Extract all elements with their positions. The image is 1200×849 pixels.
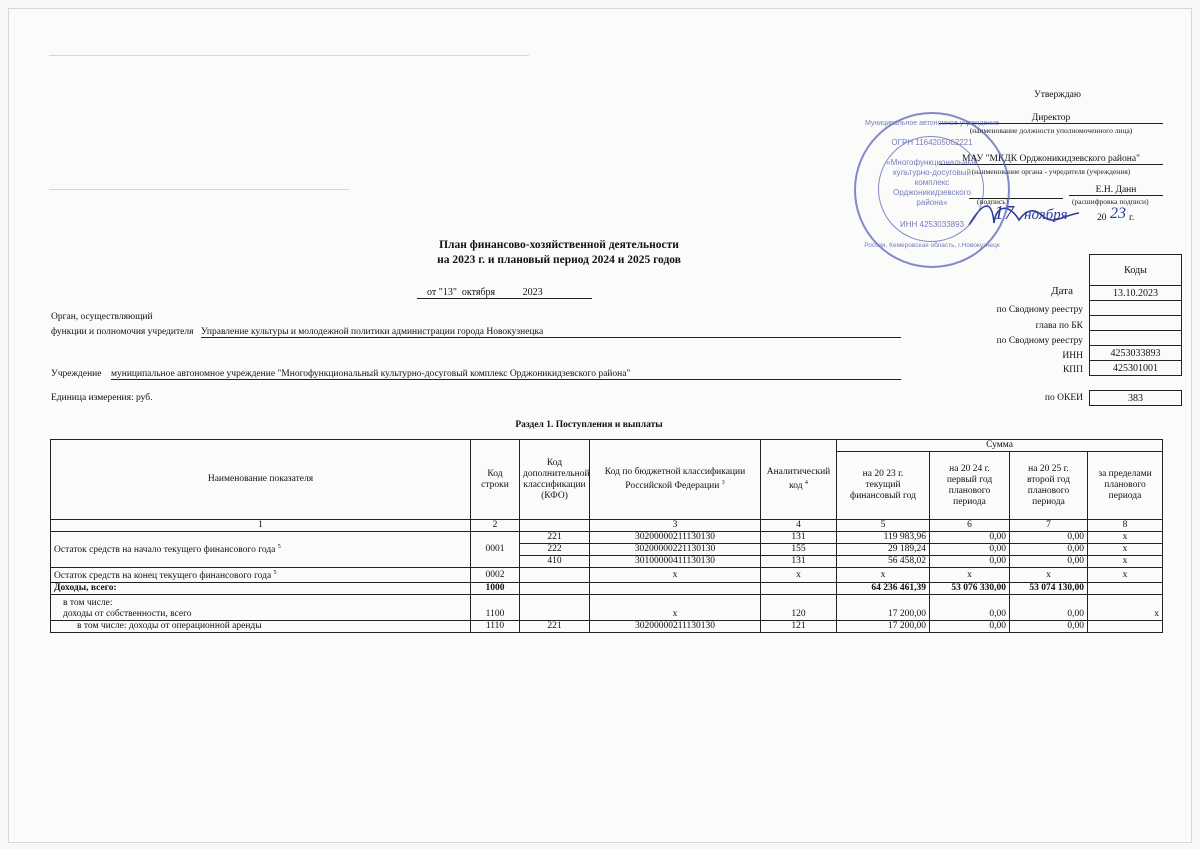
- code-inn-value: 4253033893: [1090, 346, 1182, 361]
- cell-year3: 0,00: [1010, 556, 1088, 568]
- cell-year3: 0,00: [1010, 544, 1088, 556]
- code-okei-value: 383: [1090, 391, 1182, 406]
- cell-analytic: x: [761, 568, 837, 583]
- header-year3-b: второй год планового периода: [1027, 474, 1070, 507]
- year-prefix: 20: [1097, 213, 1107, 223]
- header-year1-a: на 20 23 г.: [862, 469, 904, 479]
- start-balance-label: [51, 532, 471, 568]
- document-date: от "13" октября 2023: [417, 287, 592, 299]
- cell-beyond: x: [1088, 532, 1163, 544]
- cell-beyond: x: [1088, 568, 1163, 583]
- document-title-line2: на 2023 г. и плановый период 2024 и 2025 годов: [437, 254, 681, 266]
- cell-analytic: 120: [761, 595, 837, 621]
- stamp-inn: ИНН 4253033893: [899, 220, 965, 229]
- cell-year3: 53 074 130,00: [1010, 583, 1088, 595]
- stamp-center-2: культурно-досуговый: [892, 168, 972, 177]
- table-row: [51, 568, 1163, 583]
- cell-year1: 64 236 461,39: [837, 583, 930, 595]
- cell-analytic: 131: [761, 556, 837, 568]
- table-row: [51, 532, 1163, 544]
- organ-value: Управление культуры и молодежной политики администрации города Новокузнецка: [201, 327, 901, 338]
- cell-kbk: 30200000211130130: [590, 532, 761, 544]
- cell-kfo: 222: [520, 544, 590, 556]
- stamp-center-3: комплекс: [914, 178, 950, 187]
- stamp-region: Россия, Кемеровская область, г.Новокузнецк: [864, 242, 1000, 249]
- cell-kfo: [520, 568, 590, 583]
- signature-caption: (подпись): [977, 197, 1009, 206]
- column-number-row: [51, 520, 1163, 532]
- cell-year2: 0,00: [930, 556, 1010, 568]
- cell-analytic: 121: [761, 621, 837, 633]
- col-number: 1: [51, 520, 471, 532]
- start-balance-note: 5: [277, 544, 281, 551]
- cell-beyond: [1088, 583, 1163, 595]
- col-number: 3: [590, 520, 761, 532]
- header-analytic-text: Аналитический код: [766, 466, 831, 492]
- cell-kfo: [520, 595, 590, 621]
- stamp-center-4: Орджоникидзевского: [893, 188, 971, 197]
- header-kbk-note: 3: [721, 479, 725, 486]
- cell-year3: x: [1010, 568, 1088, 583]
- code-kpp-value: 425301001: [1090, 361, 1182, 376]
- cell-year2: 0,00: [930, 595, 1010, 621]
- header-analytic: [761, 440, 837, 520]
- cell-year2: 0,00: [930, 532, 1010, 544]
- cell-kbk: 30100000411130130: [590, 556, 761, 568]
- header-year1: [837, 452, 930, 520]
- cell-kbk: x: [590, 595, 761, 621]
- table-row: [51, 583, 1163, 595]
- code-date-value: 13.10.2023: [1090, 286, 1182, 301]
- cell-year2: 53 076 330,00: [930, 583, 1010, 595]
- finance-table: [50, 439, 1163, 633]
- header-year3-a: на 20 25 г.: [1028, 463, 1069, 474]
- end-balance-code: 0002: [471, 568, 520, 583]
- header-year2-a: на 20 24 г.: [949, 463, 990, 474]
- code-svod-label: по Сводному реестру: [996, 305, 1083, 315]
- document-page: [8, 8, 1192, 843]
- organ-label-2: функции и полномочия учредителя: [51, 327, 194, 337]
- col-number: 4: [761, 520, 837, 532]
- col-number: 7: [1010, 520, 1088, 532]
- code-okei-label: по ОКЕИ: [1044, 393, 1083, 403]
- code-inn-label: ИНН: [1062, 351, 1083, 361]
- cell-year1: 119 983,96: [837, 532, 930, 544]
- handwritten-date-month: ноября: [1024, 207, 1068, 223]
- col-number-empty: [520, 520, 590, 532]
- cell-kfo: 410: [520, 556, 590, 568]
- cell-year2: x: [930, 568, 1010, 583]
- cell-year1: 17 200,00: [837, 595, 930, 621]
- approver-name: Е.Н. Данн: [1069, 185, 1163, 196]
- cell-year1: 56 458,02: [837, 556, 930, 568]
- cell-kfo: 221: [520, 621, 590, 633]
- cell-year1: 29 189,24: [837, 544, 930, 556]
- stamp-outer-text: Муниципальное автономное учреждение: [865, 120, 999, 127]
- col-number: 2: [471, 520, 520, 532]
- document-title-line1: План финансово-хозяйственной деятельности: [439, 239, 679, 251]
- cell-kbk: x: [590, 568, 761, 583]
- code-svod-value: [1090, 301, 1182, 316]
- cell-beyond: [1088, 621, 1163, 633]
- lease-income-label: в том числе: доходы от операционной аренды: [51, 621, 471, 633]
- own-income-label-2: доходы от собственности, всего: [63, 609, 192, 620]
- cell-kbk: [590, 583, 761, 595]
- codes-header: Коды: [1090, 255, 1182, 286]
- header-row-code: Код строки: [471, 440, 520, 520]
- approver-position-caption: (наименование должности уполномоченного лица): [969, 126, 1133, 135]
- own-income-label-1: в том числе:: [63, 598, 113, 609]
- approver-org-caption: (наименование органа - учредителя (учреждения): [971, 167, 1131, 176]
- end-balance-note: 5: [273, 570, 277, 576]
- approver-position: Директор: [939, 113, 1163, 124]
- header-sum: Сумма: [837, 440, 1163, 452]
- handwritten-date-day: 17: [994, 202, 1014, 224]
- code-svod2-value: [1090, 331, 1182, 346]
- code-kpp-label: КПП: [1062, 365, 1083, 375]
- cell-year2: 0,00: [930, 621, 1010, 633]
- cell-beyond: x: [1088, 544, 1163, 556]
- cell-beyond: x: [1088, 556, 1163, 568]
- col-number: 5: [837, 520, 930, 532]
- code-glava-value: [1090, 316, 1182, 331]
- code-svod2-label: по Сводному реестру: [996, 336, 1083, 346]
- cell-year3: 0,00: [1010, 621, 1088, 633]
- stamp-ogrn: ОГРН 1164205062221: [891, 138, 973, 147]
- lease-income-code: 1110: [471, 621, 520, 633]
- header-beyond: за пределами планового периода: [1088, 452, 1163, 520]
- cell-year2: 0,00: [930, 544, 1010, 556]
- cell-analytic: [761, 583, 837, 595]
- cell-year1: x: [837, 568, 930, 583]
- header-kbk: [590, 440, 761, 520]
- header-analytic-note: 4: [804, 479, 808, 486]
- header-kfo: Код дополнительной классификации (КФО): [520, 440, 590, 520]
- stamp-center-5: района»: [916, 198, 948, 207]
- income-total-code: 1000: [471, 583, 520, 595]
- year-handwritten: 23: [1110, 205, 1126, 222]
- cell-analytic: 155: [761, 544, 837, 556]
- cell-kfo: 221: [520, 532, 590, 544]
- code-date-label: Дата: [1051, 285, 1073, 297]
- own-income-label: [51, 595, 471, 621]
- approver-org: МАУ "МКДК Орджоникидзевского района": [939, 154, 1163, 165]
- header-kbk-text: Код по бюджетной классификации Российской Федерации: [604, 466, 746, 492]
- name-caption: (расшифровка подписи): [1072, 197, 1149, 206]
- code-glava-label: глава по БК: [1035, 321, 1083, 331]
- organ-label-1: Орган, осуществляющий: [51, 312, 153, 322]
- col-number: 6: [930, 520, 1010, 532]
- header-year2-b: первый год планового периода: [946, 474, 993, 507]
- cell-analytic: 131: [761, 532, 837, 544]
- header-year2: [930, 452, 1010, 520]
- start-balance-text: Остаток средств на начало текущего финансового года: [54, 545, 276, 556]
- approve-label: Утверждаю: [1034, 90, 1081, 100]
- end-balance-label: [51, 568, 471, 583]
- cell-kfo: [520, 583, 590, 595]
- header-year3: [1010, 452, 1088, 520]
- table-row: [51, 621, 1163, 633]
- income-total-label: Доходы, всего:: [51, 583, 471, 595]
- institution-label: Учреждение: [51, 369, 102, 379]
- start-balance-code: 0001: [471, 532, 520, 568]
- unit-label: Единица измерения: руб.: [51, 393, 153, 403]
- institution-value: муниципальное автономное учреждение "Многофункциональный культурно-досуговый комплекс Орджоникидзевского района": [111, 369, 901, 380]
- cell-year1: 17 200,00: [837, 621, 930, 633]
- cell-beyond: x: [1088, 595, 1163, 621]
- cell-year3: 0,00: [1010, 595, 1088, 621]
- cell-kbk: 30200000211130130: [590, 621, 761, 633]
- end-balance-text: Остаток средств на конец текущего финансового года: [54, 571, 272, 582]
- scan-artifact: [49, 189, 349, 190]
- cell-kbk: 30200000221130130: [590, 544, 761, 556]
- own-income-code: 1100: [471, 595, 520, 621]
- stamp-center-1: «Многофункциональный: [886, 158, 978, 167]
- scan-artifact: [49, 55, 529, 56]
- header-year1-b: текущий финансовый год: [850, 480, 916, 501]
- official-stamp: [854, 112, 1010, 268]
- col-number: 8: [1088, 520, 1163, 532]
- codes-table: [1089, 254, 1182, 406]
- table-row: [51, 595, 1163, 621]
- year-suffix: г.: [1129, 213, 1135, 223]
- section-title: Раздел 1. Поступления и выплаты: [515, 420, 663, 430]
- header-name: Наименование показателя: [51, 440, 471, 520]
- code-spacer: [1090, 376, 1182, 391]
- cell-year3: 0,00: [1010, 532, 1088, 544]
